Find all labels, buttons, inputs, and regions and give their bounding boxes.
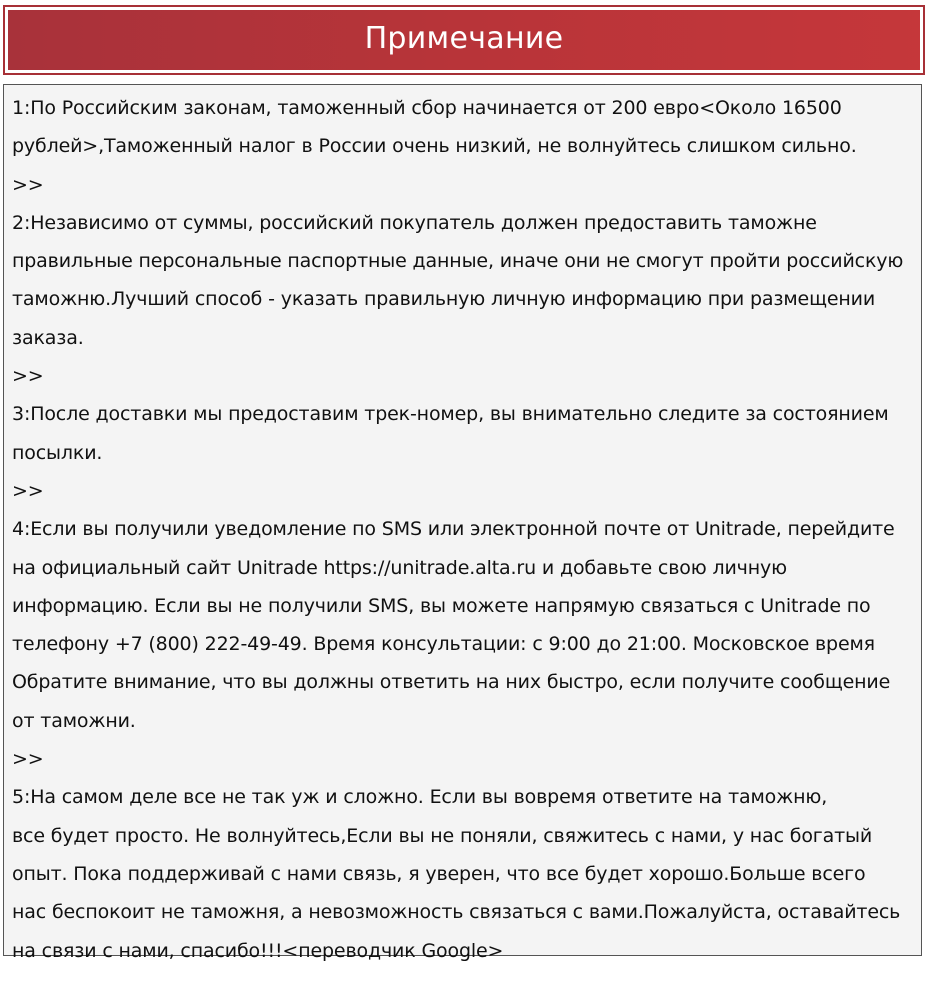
- note-line: телефону +7 (800) 222-49-49. Время консультации: с 9:00 до 21:00. Московское время: [12, 633, 875, 656]
- note-line: 5:На самом деле все не так уж и сложно. Если вы вовремя ответите на таможню,: [12, 786, 828, 809]
- note-separator: >>: [12, 479, 44, 502]
- header-bar: [3, 5, 925, 75]
- page-title: Примечание: [364, 21, 564, 56]
- note-separator: >>: [12, 748, 44, 771]
- note-line: 3:После доставки мы предоставим трек-номер, вы внимательно следите за состоянием: [12, 403, 889, 426]
- header-banner: [0, 0, 930, 79]
- note-line: правильные персональные паспортные данные, иначе они не смогут пройти российскую: [12, 250, 904, 273]
- note-line: 1:По Российским законам, таможенный сбор начинается от 200 евро<Около 16500: [12, 97, 842, 119]
- note-line: Обратите внимание, что вы должны ответить на них быстро, если получите сообщение: [12, 671, 891, 694]
- note-line: опыт. Пока поддерживай с нами связь, я уверен, что все будет хорошо.Больше всего: [12, 862, 866, 885]
- note-text: [12, 89, 917, 970]
- note-line: посылки.: [12, 441, 103, 464]
- note-separator: >>: [12, 173, 44, 196]
- note-line: 2:Независимо от суммы, российский покупатель должен предоставить таможне: [12, 211, 817, 234]
- note-line: информацию. Если вы не получили SMS, вы можете напрямую связаться с Unitrade по: [12, 594, 871, 617]
- note-separator: >>: [12, 365, 44, 388]
- note-line: от таможни.: [12, 709, 136, 732]
- note-line: заказа.: [12, 326, 84, 349]
- note-line: 4:Если вы получили уведомление по SMS или электронной почте от Unitrade, перейдите: [12, 518, 895, 541]
- note-line: на официальный сайт Unitrade https://unitrade.alta.ru и добавьте свою личную: [12, 556, 787, 579]
- note-line: рублей>,Таможенный налог в России очень низкий, не волнуйтесь слишком сильно.: [12, 135, 857, 158]
- note-box: [3, 84, 922, 962]
- note-line: таможню.Лучший способ - указать правильную личную информацию при размещении: [12, 288, 876, 311]
- note-line: все будет просто. Не волнуйтесь,Если вы не поняли, свяжитесь с нами, у нас богатый: [12, 824, 873, 847]
- note-line: на связи с нами, спасибо!!!<переводчик Google>: [12, 939, 504, 962]
- note-line: нас беспокоит не таможня, а невозможность связаться с вами.Пожалуйста, оставайтесь: [12, 901, 901, 924]
